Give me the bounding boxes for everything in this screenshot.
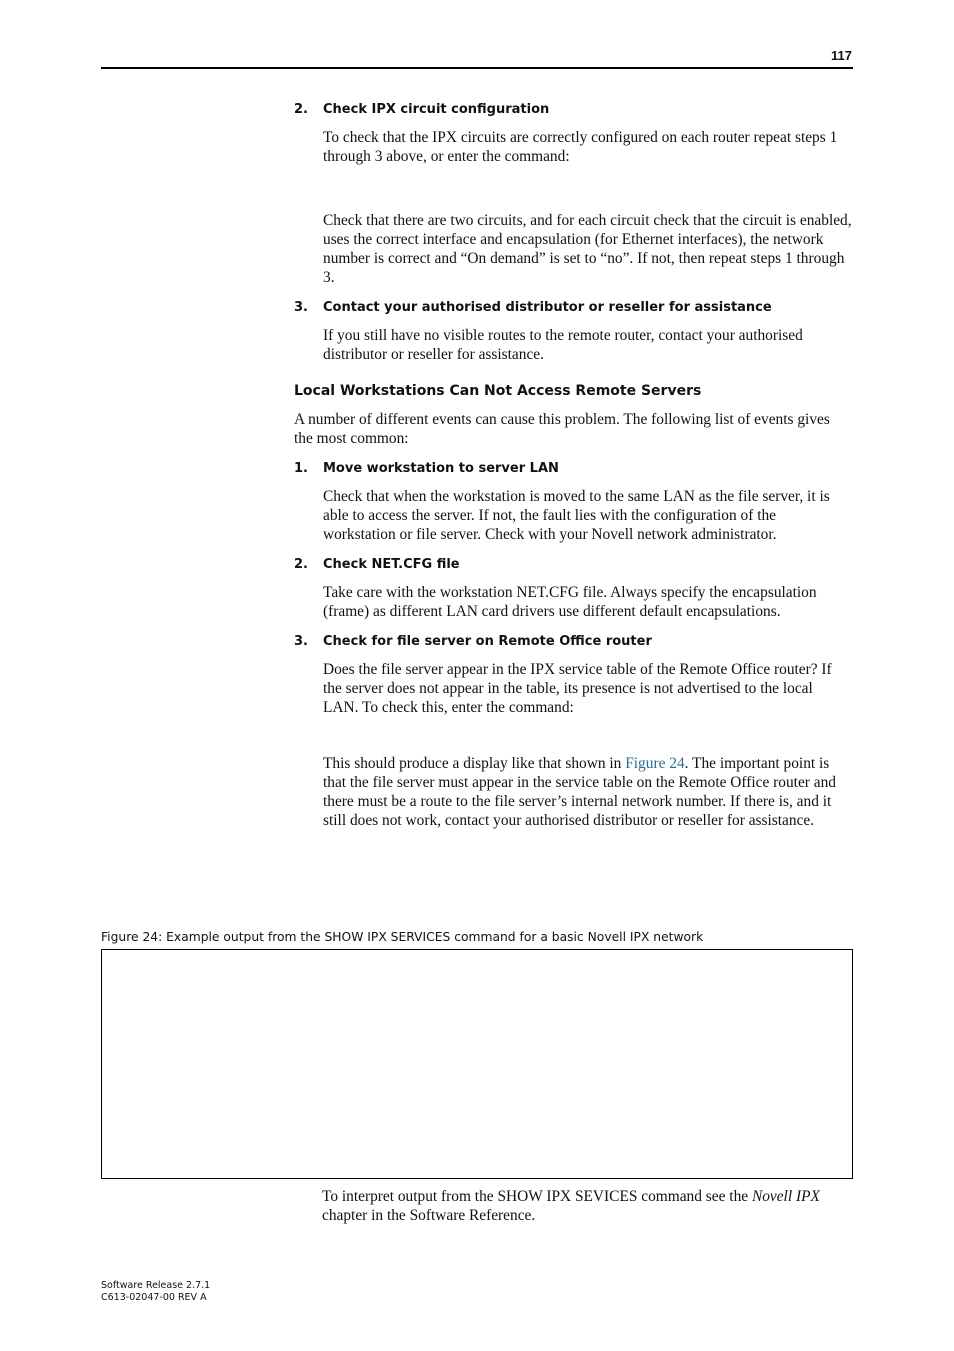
header-rule <box>101 67 853 69</box>
paragraph: To check that the IPX circuits are correctly configured on each router repeat steps 1 through 3 above, or enter the command: <box>323 129 838 165</box>
step-title: Move workstation to server LAN <box>323 461 559 476</box>
step-heading-check-net-cfg <box>294 555 852 574</box>
paragraph <box>323 754 852 830</box>
step-heading-check-file-server <box>294 632 852 651</box>
interpret-output-paragraph <box>322 1187 852 1225</box>
paragraph: Does the file server appear in the IPX service table of the Remote Office router? If the server does not appear in the table, its presence is not advertised to the local LAN. To check this, enter the command: <box>323 661 832 716</box>
paragraph: Check that there are two circuits, and for each circuit check that the circuit is enabled, uses the correct interface and encapsulation (for Ethernet interfaces), the network number is correct and “On demand” is set to “no”. If not, then repeat steps 1 through 3. <box>323 212 852 286</box>
page-number: 117 <box>831 48 852 63</box>
text-run: To interpret output from the SHOW IPX SEVICES command see the <box>322 1188 752 1205</box>
figure-24-box <box>101 949 853 1179</box>
main-content <box>294 100 852 841</box>
step-title: Contact your authorised distributor or reseller for assistance <box>323 300 772 315</box>
paragraph: If you still have no visible routes to the remote router, contact your authorised distributor or reseller for assistance. <box>323 327 803 363</box>
document-code: C613-02047-00 REV A <box>101 1292 207 1303</box>
paragraph: Check that when the workstation is moved to the same LAN as the file server, it is able to access the server. If not, the fault lies with the configuration of the workstation or file server. Check with your Novell network administrator. <box>323 488 830 543</box>
figure-caption: Figure 24: Example output from the SHOW IPX SERVICES command for a basic Novell IPX network <box>101 930 704 944</box>
reference-title: Novell IPX <box>751 1188 820 1205</box>
step-number: 2. <box>294 557 308 572</box>
text-run: This should produce a display like that shown in <box>323 755 626 772</box>
software-release: Software Release 2.7.1 <box>101 1280 211 1291</box>
step-number: 1. <box>294 461 308 476</box>
figure-24-link[interactable]: Figure 24 <box>625 755 685 772</box>
text-run: chapter in the Software Reference. <box>322 1207 536 1224</box>
step-title: Check for file server on Remote Office router <box>323 634 652 649</box>
command-spacer <box>294 728 852 754</box>
paragraph: Take care with the workstation NET.CFG file. Always specify the encapsulation (frame) as different LAN card drivers use different default encapsulations. <box>323 584 817 620</box>
step-heading-check-ipx-circuit <box>294 100 852 119</box>
step-heading-move-workstation <box>294 459 852 478</box>
section-heading-local-workstations: Local Workstations Can Not Access Remote Servers <box>294 383 702 399</box>
step-heading-contact-distributor <box>294 298 852 317</box>
footer <box>101 1280 210 1304</box>
step-number: 2. <box>294 102 308 117</box>
command-spacer <box>294 177 852 211</box>
paragraph: A number of different events can cause this problem. The following list of events gives the most common: <box>294 411 830 447</box>
step-number: 3. <box>294 634 308 649</box>
step-title: Check IPX circuit configuration <box>323 102 550 117</box>
step-title: Check NET.CFG file <box>323 557 460 572</box>
text-run: . The important point is that the file server must appear in the service table on the Remote Office router and there must be a route to the file server’s internal network number. If there is, and it still does not work, contact your authorised distributor or reseller for assistance. <box>323 755 836 829</box>
step-number: 3. <box>294 300 308 315</box>
